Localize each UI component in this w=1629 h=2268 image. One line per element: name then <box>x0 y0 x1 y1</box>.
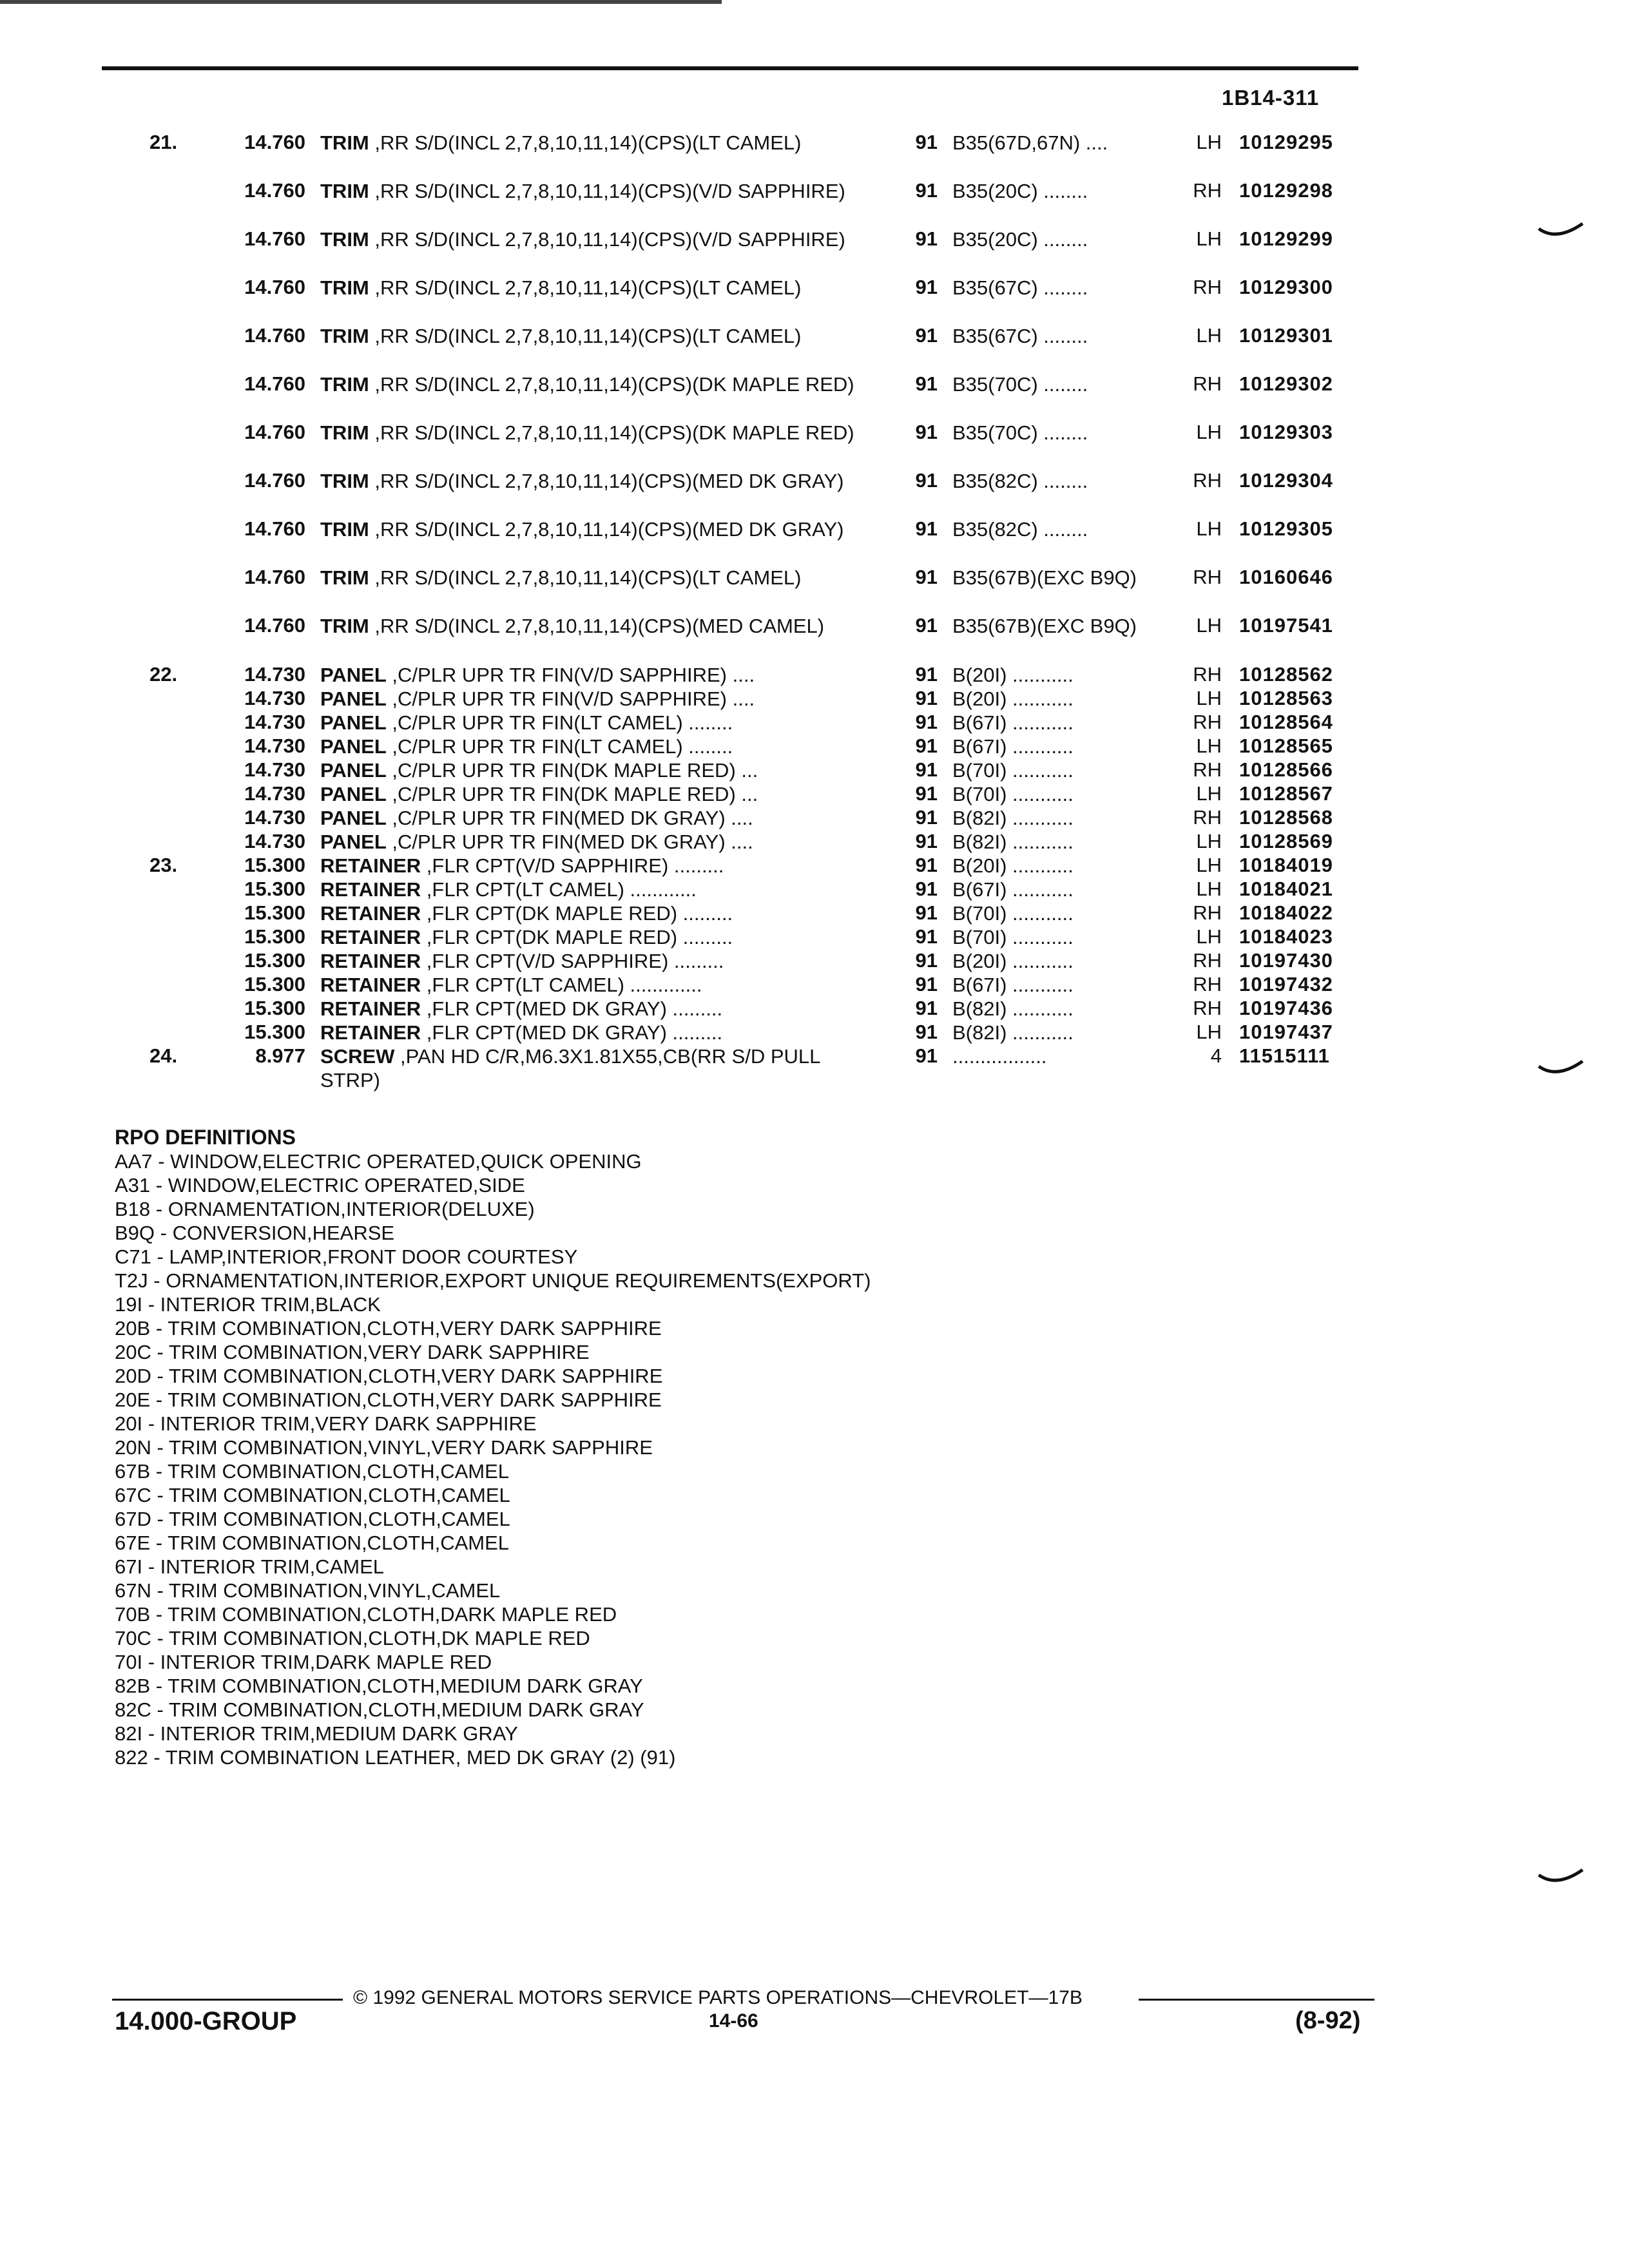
quantity: LH <box>1196 227 1222 250</box>
part-row <box>0 179 1629 227</box>
part-detail: ,C/PLR UPR TR FIN(MED DK GRAY) .... <box>386 831 753 853</box>
part-row <box>0 517 1629 566</box>
part-detail: ,C/PLR UPR TR FIN(MED DK GRAY) .... <box>386 807 753 829</box>
binder-mark <box>1537 1869 1584 1888</box>
part-keyword: TRIM <box>320 228 369 251</box>
rpo-definition: 67I - INTERIOR TRIM,CAMEL <box>115 1555 384 1578</box>
part-keyword: RETAINER <box>320 926 421 948</box>
part-description <box>320 179 881 203</box>
binder-mark <box>1537 1060 1584 1079</box>
model-year: 91 <box>915 276 938 298</box>
ref-number: 22. <box>149 663 178 686</box>
quantity: RH <box>1193 973 1222 995</box>
part-row <box>0 421 1629 469</box>
part-keyword: RETAINER <box>320 974 421 996</box>
part-detail: ,RR S/D(INCL 2,7,8,10,11,14)(CPS)(LT CAMEL) <box>369 325 802 347</box>
part-description <box>320 997 881 1021</box>
group-code: 14.730 <box>244 782 305 805</box>
group-code: 14.760 <box>244 372 305 395</box>
model-year: 91 <box>915 687 938 709</box>
part-number: 10197436 <box>1239 997 1333 1019</box>
part-number: 10129301 <box>1239 324 1333 347</box>
part-number: 10128565 <box>1239 735 1333 757</box>
part-row <box>0 372 1629 421</box>
part-description <box>320 830 881 854</box>
part-detail: ,RR S/D(INCL 2,7,8,10,11,14)(CPS)(MED DK GRAY) <box>369 470 844 492</box>
part-keyword: TRIM <box>320 470 369 492</box>
quantity: LH <box>1196 687 1222 709</box>
quantity: RH <box>1193 276 1222 298</box>
group-code: 14.760 <box>244 276 305 298</box>
part-keyword: PANEL <box>320 783 387 805</box>
part-number: 10128567 <box>1239 782 1333 805</box>
group-code: 14.760 <box>244 517 305 540</box>
model-year: 91 <box>915 925 938 948</box>
model-year: 91 <box>915 131 938 153</box>
rpo-definition: 70C - TRIM COMBINATION,CLOTH,DK MAPLE RED <box>115 1627 590 1649</box>
part-keyword: TRIM <box>320 325 369 347</box>
rpo-code: B(20I) ........... <box>952 854 1074 877</box>
part-detail: ,FLR CPT(V/D SAPPHIRE) ......... <box>421 950 724 972</box>
quantity: LH <box>1196 925 1222 948</box>
part-number: 10129303 <box>1239 421 1333 443</box>
model-year: 91 <box>915 854 938 876</box>
rpo-definition: 20D - TRIM COMBINATION,CLOTH,VERY DARK SAPPHIRE <box>115 1365 663 1387</box>
part-description <box>320 782 881 806</box>
part-detail: ,FLR CPT(DK MAPLE RED) ......... <box>421 926 733 948</box>
quantity: RH <box>1193 711 1222 733</box>
part-description <box>320 925 881 949</box>
quantity: RH <box>1193 566 1222 588</box>
rpo-code: B(82I) ........... <box>952 831 1074 853</box>
part-description <box>320 469 881 493</box>
group-code: 14.760 <box>244 131 305 153</box>
part-detail: ,RR S/D(INCL 2,7,8,10,11,14)(CPS)(V/D SAPPHIRE) <box>369 180 845 202</box>
group-code: 15.300 <box>244 973 305 995</box>
rpo-definition: 82I - INTERIOR TRIM,MEDIUM DARK GRAY <box>115 1722 518 1745</box>
rpo-definition: 67N - TRIM COMBINATION,VINYL,CAMEL <box>115 1579 501 1602</box>
model-year: 91 <box>915 997 938 1019</box>
part-number: 10128566 <box>1239 758 1333 781</box>
ref-number: 21. <box>149 131 178 153</box>
part-number: 10128563 <box>1239 687 1333 709</box>
part-detail: ,C/PLR UPR TR FIN(DK MAPLE RED) ... <box>386 759 758 782</box>
rpo-code: B35(67D,67N) .... <box>952 131 1108 154</box>
part-number: 10129305 <box>1239 517 1333 540</box>
group-code: 14.760 <box>244 566 305 588</box>
part-keyword: PANEL <box>320 807 387 829</box>
model-year: 91 <box>915 324 938 347</box>
part-detail: ,FLR CPT(LT CAMEL) ............. <box>421 974 702 996</box>
quantity: LH <box>1196 878 1222 900</box>
part-detail: ,RR S/D(INCL 2,7,8,10,11,14)(CPS)(V/D SAPPHIRE) <box>369 228 845 251</box>
rpo-code: B35(20C) ........ <box>952 228 1088 251</box>
part-keyword: TRIM <box>320 566 369 589</box>
part-description <box>320 949 881 973</box>
ref-number: 24. <box>149 1044 178 1067</box>
part-keyword: PANEL <box>320 664 387 686</box>
quantity: RH <box>1193 758 1222 781</box>
rpo-code: B35(67B)(EXC B9Q) <box>952 615 1137 637</box>
group-code: 14.760 <box>244 614 305 637</box>
group-code: 15.300 <box>244 925 305 948</box>
rpo-definition: A31 - WINDOW,ELECTRIC OPERATED,SIDE <box>115 1174 525 1196</box>
part-description <box>320 1021 881 1044</box>
part-detail: ,FLR CPT(MED DK GRAY) ......... <box>421 997 723 1020</box>
rpo-code: B(67I) ........... <box>952 711 1074 734</box>
rpo-definition: 19I - INTERIOR TRIM,BLACK <box>115 1293 381 1316</box>
part-detail: ,C/PLR UPR TR FIN(LT CAMEL) ........ <box>386 735 733 758</box>
part-keyword: TRIM <box>320 180 369 202</box>
part-keyword: RETAINER <box>320 1021 421 1044</box>
part-number: 10128564 <box>1239 711 1333 733</box>
part-number: 10184021 <box>1239 878 1333 900</box>
part-keyword: RETAINER <box>320 950 421 972</box>
part-description <box>320 854 881 878</box>
model-year: 91 <box>915 614 938 637</box>
quantity: RH <box>1193 901 1222 924</box>
rpo-code: B(20I) ........... <box>952 950 1074 972</box>
model-year: 91 <box>915 469 938 492</box>
rpo-code: B(82I) ........... <box>952 1021 1074 1044</box>
part-description <box>320 687 881 711</box>
part-detail: ,RR S/D(INCL 2,7,8,10,11,14)(CPS)(DK MAPLE RED) <box>369 373 854 396</box>
quantity: RH <box>1193 372 1222 395</box>
part-detail: ,FLR CPT(MED DK GRAY) ......... <box>421 1021 723 1044</box>
rpo-definition: 67E - TRIM COMBINATION,CLOTH,CAMEL <box>115 1532 510 1554</box>
rpo-code: B35(67C) ........ <box>952 325 1088 347</box>
part-number: 10184022 <box>1239 901 1333 924</box>
group-code: 14.730 <box>244 711 305 733</box>
footer-date: (8-92) <box>1295 2007 1361 2034</box>
part-description <box>320 878 881 901</box>
rpo-code: B(70I) ........... <box>952 902 1074 925</box>
rpo-code: B35(20C) ........ <box>952 180 1088 202</box>
footer-copyright: © 1992 GENERAL MOTORS SERVICE PARTS OPERATIONS—CHEVROLET—17B <box>353 1987 1083 2008</box>
part-detail: ,RR S/D(INCL 2,7,8,10,11,14)(CPS)(LT CAMEL) <box>369 131 802 154</box>
part-detail: ,RR S/D(INCL 2,7,8,10,11,14)(CPS)(LT CAMEL) <box>369 566 802 589</box>
part-row <box>0 1044 1629 1093</box>
group-code: 14.760 <box>244 469 305 492</box>
part-description <box>320 517 881 541</box>
part-number: 10184023 <box>1239 925 1333 948</box>
rpo-definition: 822 - TRIM COMBINATION LEATHER, MED DK GRAY (2) (91) <box>115 1746 676 1769</box>
group-code: 15.300 <box>244 997 305 1019</box>
model-year: 91 <box>915 830 938 852</box>
rpo-code: B(67I) ........... <box>952 735 1074 758</box>
page-id: 1B14-311 <box>1222 86 1320 110</box>
rpo-definition: 82C - TRIM COMBINATION,CLOTH,MEDIUM DARK GRAY <box>115 1698 644 1721</box>
quantity: LH <box>1196 854 1222 876</box>
part-keyword: RETAINER <box>320 997 421 1020</box>
part-keyword: SCREW <box>320 1045 395 1068</box>
part-keyword: RETAINER <box>320 854 421 877</box>
part-description <box>320 227 881 251</box>
part-number: 10128569 <box>1239 830 1333 852</box>
quantity: 4 <box>1210 1044 1222 1067</box>
rpo-definition: B9Q - CONVERSION,HEARSE <box>115 1222 395 1244</box>
rpo-definition: 20C - TRIM COMBINATION,VERY DARK SAPPHIRE <box>115 1341 590 1363</box>
quantity: LH <box>1196 782 1222 805</box>
part-row <box>0 227 1629 276</box>
model-year: 91 <box>915 566 938 588</box>
rpo-definitions <box>115 1125 871 1769</box>
model-year: 91 <box>915 372 938 395</box>
part-detail: ,RR S/D(INCL 2,7,8,10,11,14)(CPS)(MED CAMEL) <box>369 615 825 637</box>
group-code: 15.300 <box>244 878 305 900</box>
part-description <box>320 372 881 396</box>
part-row <box>0 566 1629 614</box>
group-code: 14.730 <box>244 735 305 757</box>
part-description <box>320 131 881 155</box>
model-year: 91 <box>915 421 938 443</box>
quantity: LH <box>1196 131 1222 153</box>
top-edge-line <box>0 0 722 4</box>
part-number: 10129300 <box>1239 276 1333 298</box>
part-description <box>320 663 881 687</box>
rpo-code: B(70I) ........... <box>952 926 1074 948</box>
part-detail: ,FLR CPT(LT CAMEL) ............ <box>421 878 697 901</box>
part-detail: ,RR S/D(INCL 2,7,8,10,11,14)(CPS)(MED DK GRAY) <box>369 518 844 541</box>
part-row <box>0 131 1629 179</box>
group-code: 14.760 <box>244 179 305 202</box>
part-number: 10129298 <box>1239 179 1333 202</box>
footer-page-number: 14-66 <box>709 2010 758 2032</box>
part-description <box>320 973 881 997</box>
quantity: RH <box>1193 469 1222 492</box>
rpo-code: B35(67B)(EXC B9Q) <box>952 566 1137 589</box>
part-description <box>320 901 881 925</box>
quantity: RH <box>1193 997 1222 1019</box>
rpo-definition: C71 - LAMP,INTERIOR,FRONT DOOR COURTESY <box>115 1245 578 1268</box>
part-keyword: TRIM <box>320 615 369 637</box>
group-code: 14.730 <box>244 830 305 852</box>
rpo-code: B(20I) ........... <box>952 664 1074 686</box>
part-keyword: RETAINER <box>320 878 421 901</box>
part-description <box>320 276 881 300</box>
part-row <box>0 614 1629 662</box>
model-year: 91 <box>915 517 938 540</box>
rpo-code: B(67I) ........... <box>952 974 1074 996</box>
part-description <box>320 806 881 830</box>
model-year: 91 <box>915 901 938 924</box>
model-year: 91 <box>915 973 938 995</box>
part-detail: ,C/PLR UPR TR FIN(V/D SAPPHIRE) .... <box>386 687 755 710</box>
model-year: 91 <box>915 735 938 757</box>
footer-rule-left <box>112 1999 343 2001</box>
part-keyword: PANEL <box>320 711 387 734</box>
group-code: 14.760 <box>244 227 305 250</box>
group-code: 15.300 <box>244 949 305 972</box>
part-detail: ,FLR CPT(DK MAPLE RED) ......... <box>421 902 733 925</box>
part-description <box>320 324 881 348</box>
model-year: 91 <box>915 806 938 829</box>
part-keyword: PANEL <box>320 735 387 758</box>
part-number: 10128562 <box>1239 663 1333 686</box>
part-description <box>320 566 881 590</box>
part-number: 10129304 <box>1239 469 1333 492</box>
model-year: 91 <box>915 711 938 733</box>
rpo-definition: 82B - TRIM COMBINATION,CLOTH,MEDIUM DARK GRAY <box>115 1675 643 1697</box>
rpo-code: B(70I) ........... <box>952 759 1074 782</box>
part-number: 10184019 <box>1239 854 1333 876</box>
part-detail: ,PAN HD C/R,M6.3X1.81X55,CB(RR S/D PULL STRP) <box>320 1045 820 1091</box>
part-detail: ,C/PLR UPR TR FIN(DK MAPLE RED) ... <box>386 783 758 805</box>
part-row <box>0 324 1629 372</box>
ref-number: 23. <box>149 854 178 876</box>
quantity: LH <box>1196 324 1222 347</box>
model-year: 91 <box>915 179 938 202</box>
rpo-heading: RPO DEFINITIONS <box>115 1126 296 1149</box>
rpo-definition: AA7 - WINDOW,ELECTRIC OPERATED,QUICK OPENING <box>115 1150 642 1173</box>
footer-rule-right <box>1139 1999 1374 2001</box>
group-code: 15.300 <box>244 854 305 876</box>
part-keyword: TRIM <box>320 131 369 154</box>
part-detail: ,RR S/D(INCL 2,7,8,10,11,14)(CPS)(DK MAPLE RED) <box>369 421 854 444</box>
quantity: LH <box>1196 614 1222 637</box>
part-number: 10129295 <box>1239 131 1333 153</box>
part-keyword: TRIM <box>320 373 369 396</box>
model-year: 91 <box>915 758 938 781</box>
part-keyword: PANEL <box>320 687 387 710</box>
quantity: LH <box>1196 830 1222 852</box>
rpo-code: B35(70C) ........ <box>952 421 1088 444</box>
model-year: 91 <box>915 949 938 972</box>
part-number: 10128568 <box>1239 806 1333 829</box>
model-year: 91 <box>915 1021 938 1043</box>
rpo-code: B(70I) ........... <box>952 783 1074 805</box>
rpo-definition: T2J - ORNAMENTATION,INTERIOR,EXPORT UNIQUE REQUIREMENTS(EXPORT) <box>115 1269 871 1292</box>
model-year: 91 <box>915 663 938 686</box>
part-number: 10197432 <box>1239 973 1333 995</box>
binder-mark <box>1537 222 1584 242</box>
rpo-definition: 20B - TRIM COMBINATION,CLOTH,VERY DARK SAPPHIRE <box>115 1317 662 1340</box>
rpo-definition: 70I - INTERIOR TRIM,DARK MAPLE RED <box>115 1651 492 1673</box>
group-code: 14.730 <box>244 663 305 686</box>
rpo-code: B(82I) ........... <box>952 807 1074 829</box>
rpo-definition: 20E - TRIM COMBINATION,CLOTH,VERY DARK SAPPHIRE <box>115 1389 662 1411</box>
rpo-code: B(67I) ........... <box>952 878 1074 901</box>
part-number: 11515111 <box>1239 1044 1330 1067</box>
part-description <box>320 614 881 638</box>
rpo-code: B35(70C) ........ <box>952 373 1088 396</box>
part-keyword: TRIM <box>320 518 369 541</box>
group-code: 14.760 <box>244 324 305 347</box>
quantity: RH <box>1193 179 1222 202</box>
group-code: 14.730 <box>244 806 305 829</box>
quantity: LH <box>1196 517 1222 540</box>
part-detail: ,C/PLR UPR TR FIN(LT CAMEL) ........ <box>386 711 733 734</box>
group-code: 14.730 <box>244 687 305 709</box>
part-keyword: TRIM <box>320 276 369 299</box>
part-detail: ,RR S/D(INCL 2,7,8,10,11,14)(CPS)(LT CAMEL) <box>369 276 802 299</box>
part-number: 10197430 <box>1239 949 1333 972</box>
part-description <box>320 735 881 758</box>
rpo-code: B35(82C) ........ <box>952 518 1088 541</box>
part-number: 10160646 <box>1239 566 1333 588</box>
quantity: LH <box>1196 1021 1222 1043</box>
model-year: 91 <box>915 878 938 900</box>
part-keyword: PANEL <box>320 831 387 853</box>
part-keyword: PANEL <box>320 759 387 782</box>
group-code: 15.300 <box>244 1021 305 1043</box>
part-row <box>0 469 1629 517</box>
part-row <box>0 276 1629 324</box>
rpo-code: B(82I) ........... <box>952 997 1074 1020</box>
group-code: 15.300 <box>244 901 305 924</box>
rpo-list <box>115 1149 871 1769</box>
part-keyword: RETAINER <box>320 902 421 925</box>
group-code: 8.977 <box>255 1044 305 1067</box>
model-year: 91 <box>915 227 938 250</box>
rpo-definition: 67D - TRIM COMBINATION,CLOTH,CAMEL <box>115 1508 510 1530</box>
rpo-definition: 67B - TRIM COMBINATION,CLOTH,CAMEL <box>115 1460 510 1483</box>
part-description <box>320 421 881 445</box>
part-detail: ,FLR CPT(V/D SAPPHIRE) ......... <box>421 854 724 877</box>
part-number: 10197541 <box>1239 614 1333 637</box>
quantity: RH <box>1193 663 1222 686</box>
rpo-definition: 20N - TRIM COMBINATION,VINYL,VERY DARK SAPPHIRE <box>115 1436 653 1459</box>
quantity: LH <box>1196 735 1222 757</box>
header-rule <box>102 66 1358 70</box>
part-number: 10129302 <box>1239 372 1333 395</box>
group-code: 14.760 <box>244 421 305 443</box>
rpo-code: B35(67C) ........ <box>952 276 1088 299</box>
rpo-definition: 70B - TRIM COMBINATION,CLOTH,DARK MAPLE RED <box>115 1603 617 1626</box>
footer-group: 14.000-GROUP <box>115 2007 297 2035</box>
part-description <box>320 1044 881 1092</box>
part-description <box>320 758 881 782</box>
model-year: 91 <box>915 1044 938 1067</box>
group-code: 14.730 <box>244 758 305 781</box>
rpo-definition: 67C - TRIM COMBINATION,CLOTH,CAMEL <box>115 1484 510 1506</box>
part-number: 10197437 <box>1239 1021 1333 1043</box>
quantity: RH <box>1193 806 1222 829</box>
rpo-code: B(20I) ........... <box>952 687 1074 710</box>
quantity: RH <box>1193 949 1222 972</box>
part-description <box>320 711 881 735</box>
rpo-code: B35(82C) ........ <box>952 470 1088 492</box>
part-detail: ,C/PLR UPR TR FIN(V/D SAPPHIRE) .... <box>386 664 755 686</box>
part-keyword: TRIM <box>320 421 369 444</box>
rpo-definition: B18 - ORNAMENTATION,INTERIOR(DELUXE) <box>115 1198 535 1220</box>
model-year: 91 <box>915 782 938 805</box>
quantity: LH <box>1196 421 1222 443</box>
rpo-definition: 20I - INTERIOR TRIM,VERY DARK SAPPHIRE <box>115 1412 537 1435</box>
rpo-code: ................. <box>952 1045 1047 1068</box>
part-number: 10129299 <box>1239 227 1333 250</box>
